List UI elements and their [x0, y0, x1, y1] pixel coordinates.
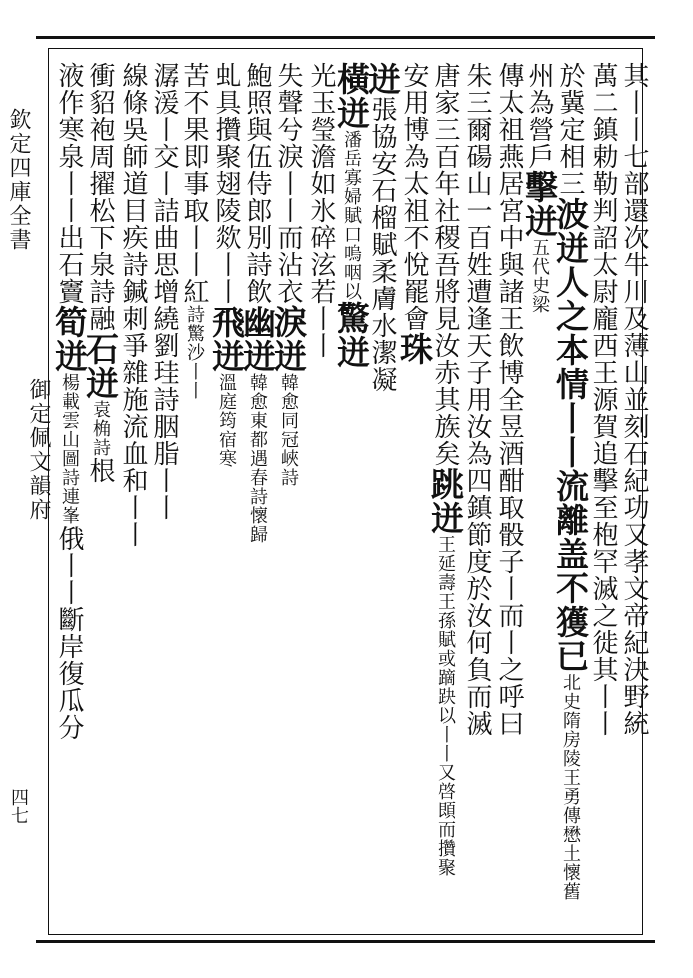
- headword: 驚迸: [332, 301, 371, 369]
- citation: 楊載雲山圖詩連峯: [59, 373, 80, 525]
- margin-gutter: [0, 48, 50, 935]
- text-run: 安用博為太祖不悅罷會: [399, 62, 429, 332]
- text-column-6: 朱三爾碭山一百姓遭逢天子用汝為四鎮節度於汝何負而滅: [462, 62, 492, 737]
- text-column-2: 萬二鎮勅勒判詔太尉龐西王源賀追擊至枹罕滅之徙其丨丨: [588, 62, 618, 737]
- text-column-14: [207, 62, 246, 932]
- text-run: 根: [85, 457, 115, 484]
- headword: 幽迸: [238, 305, 277, 373]
- citation: 韓愈同: [278, 373, 299, 430]
- text-run: 鮑照與伍侍郎別詩飲: [242, 62, 272, 305]
- library-title: 欽定四庫全書: [6, 108, 31, 252]
- headword: 擊迸: [520, 170, 559, 238]
- citation: 韓愈東都遇春詩懷歸: [247, 373, 268, 544]
- headword: 跳迸: [426, 467, 465, 535]
- text-column-3: [551, 62, 590, 932]
- headword: 飛迸: [207, 305, 246, 373]
- headword: 淚迸: [269, 305, 308, 373]
- book-title: 御定佩文韻府: [26, 378, 51, 522]
- citation: 溫庭筠宿寒: [216, 373, 237, 468]
- text-column-7: [426, 62, 465, 932]
- text-column-1: 其丨丨七部還次牛川及薄山並刻石紀功又孝文帝紀決野統: [619, 62, 649, 737]
- text-column-12: [269, 62, 308, 932]
- text-run: 張協安石榴賦柔膚水潔凝: [367, 96, 397, 393]
- headword: 橫迸: [332, 62, 371, 130]
- text-run: 州為營戶: [524, 62, 554, 170]
- text-run: 虬具攢聚翅陵欻丨丨: [211, 62, 241, 305]
- text-column-10: [332, 62, 371, 932]
- text-run: 衝貂袍周擢松下泉詩融: [85, 62, 115, 332]
- headword: 珠: [395, 332, 434, 366]
- text-column-8: [395, 62, 434, 932]
- citation: 袁桷詩: [90, 400, 111, 457]
- headword: 筍迸: [50, 305, 89, 373]
- text-run: 唐家三百年社稷吾將見汝赤其族矣: [430, 62, 460, 467]
- text-column-15: [179, 62, 210, 932]
- headword: 迸: [363, 62, 402, 96]
- citation: 北史隋房陵王勇傳懋土懷舊: [560, 673, 581, 901]
- text-column-11: 光玉瑩澹如氷碎泫若丨丨: [306, 62, 336, 359]
- text-run: 失聲兮淚丨丨而沾衣: [273, 62, 303, 305]
- citation: 五代史梁: [529, 238, 550, 314]
- text-column-16: 潺湲丨交丨詰曲思增繞劉珪詩胭脂丨丨: [149, 62, 179, 521]
- citation: 冠峽詩: [278, 430, 299, 487]
- citation: 詩驚沙丨丨: [184, 305, 205, 400]
- page-number: 四七: [8, 788, 29, 824]
- citation: 王延壽王孫賦或蹢趹以丨丨又啓䫀而攢聚: [435, 535, 456, 877]
- text-column-19: [50, 62, 89, 932]
- headword: 石迸: [81, 332, 120, 400]
- text-column-17: 線條吳師道目疾詩鍼刺爭雜施流血和丨丨: [118, 62, 148, 548]
- text-run: 液作寒泉丨丨出石竇: [54, 62, 84, 305]
- text-run: 苦不果即事取丨丨紅: [179, 62, 209, 305]
- text-column-9: [363, 62, 402, 932]
- text-column-18: [81, 62, 120, 932]
- text-column-13: [238, 62, 277, 932]
- text-run: 於冀定相三: [555, 62, 585, 197]
- top-border-rule: [36, 36, 655, 39]
- headword: 波迸人之本情丨丨流離盖不獲已: [551, 197, 590, 673]
- bottom-border-rule: [36, 940, 655, 943]
- citation: 潘岳寡婦賦口嗚咽以: [341, 130, 362, 301]
- text-column-4: [520, 62, 559, 932]
- text-run: 俄丨丨斷岸復瓜分: [54, 525, 84, 741]
- text-column-5: 傳太祖燕居宮中與諸王飲博全昱酒酣取骰子丨而丨之呼曰: [494, 62, 524, 737]
